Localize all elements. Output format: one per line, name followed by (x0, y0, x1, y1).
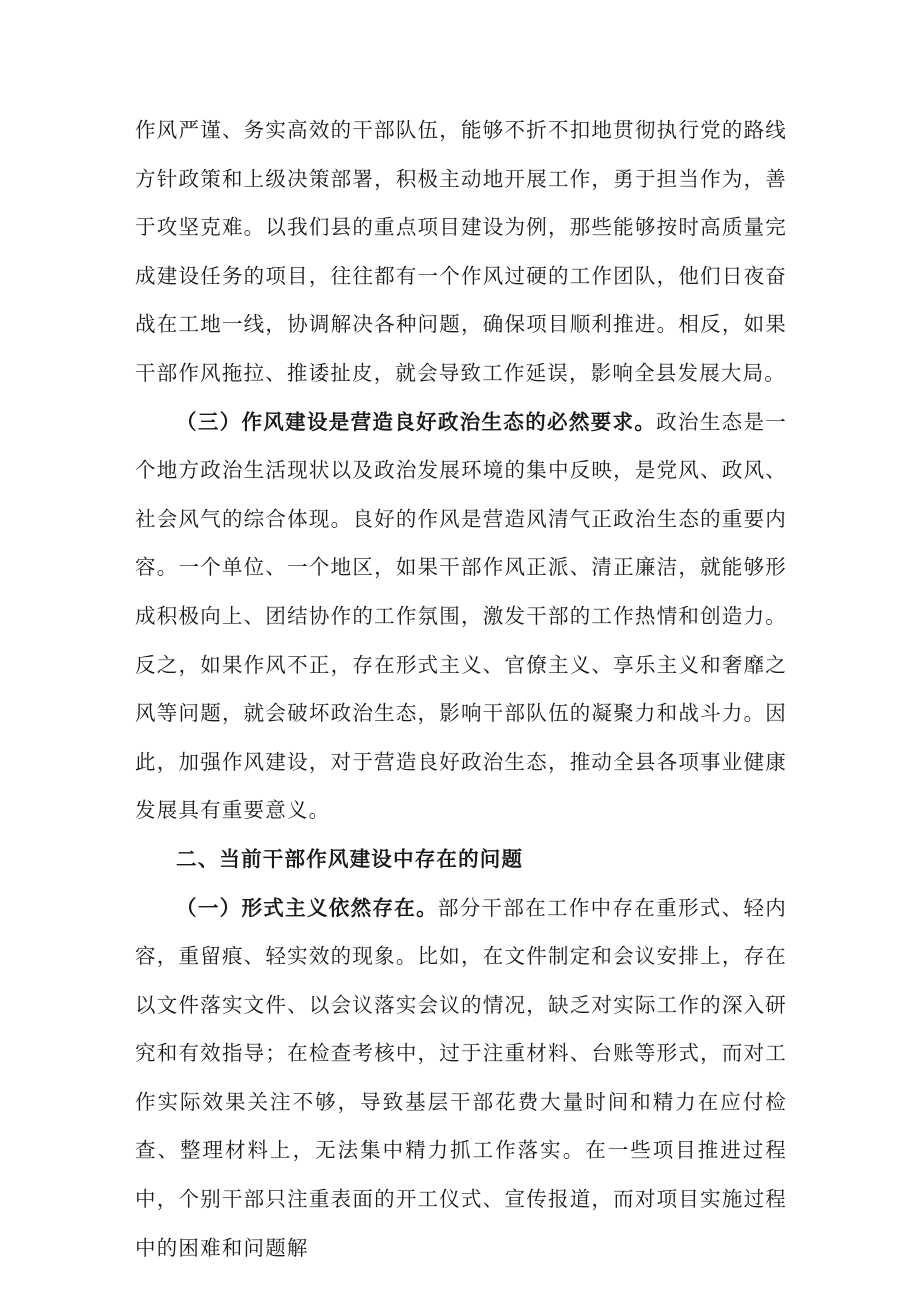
paragraph-political-ecology (135, 398, 787, 835)
paragraph-formalism (135, 884, 787, 1273)
document-body (135, 106, 787, 1272)
section-heading: 二、当前干部作风建设中存在的问题 (176, 846, 524, 871)
paragraph-lead-bold: （一）形式主义依然存在。 (176, 895, 438, 920)
paragraph-body-text: 政治生态是一个地方政治生活现状以及政治发展环境的集中反映，是党风、政风、社会风气的综合体现。良好的作风是营造风清气正政治生态的重要内容。一个单位、一个地区，如果干部作风正派、清正廉洁，就能够形成积极向上、团结协作的工作氛围，激发干部的工作热情和创造力。反之，如果作风不正，存在形式主义、官僚主义、享乐主义和奢靡之风等问题，就会破坏政治生态，影响干部队伍的凝聚力和战斗力。因此，加强作风建设，对于营造良好政治生态，推动全县各项事业健康发展具有重要意义。 (135, 409, 787, 823)
paragraph-lead-bold: （三）作风建设是营造良好政治生态的必然要求。 (176, 409, 657, 434)
paragraph-body-text: 部分干部在工作中存在重形式、轻内容，重留痕、轻实效的现象。比如，在文件制定和会议安排上，存在以文件落实文件、以会议落实会议的情况，缺乏对实际工作的深入研究和有效指导；在检查考核中，过于注重材料、台账等形式，而对工作实际效果关注不够，导致基层干部花费大量时间和精力在应付检查、整理材料上，无法集中精力抓工作落实。在一些项目推进过程中，个别干部只注重表面的开工仪式、宣传报道，而对项目实施过程中的困难和问题解 (135, 895, 787, 1260)
paragraph-continuation: 作风严谨、务实高效的干部队伍，能够不折不扣地贯彻执行党的路线方针政策和上级决策部署，积极主动地开展工作，勇于担当作为，善于攻坚克难。以我们县的重点项目建设为例，那些能够按时高质量完成建设任务的项目，往往都有一个作风过硬的工作团队，他们日夜奋战在工地一线，协调解决各种问题，确保项目顺利推进。相反，如果干部作风拖拉、推诿扯皮，就会导致工作延误，影响全县发展大局。 (135, 118, 787, 385)
